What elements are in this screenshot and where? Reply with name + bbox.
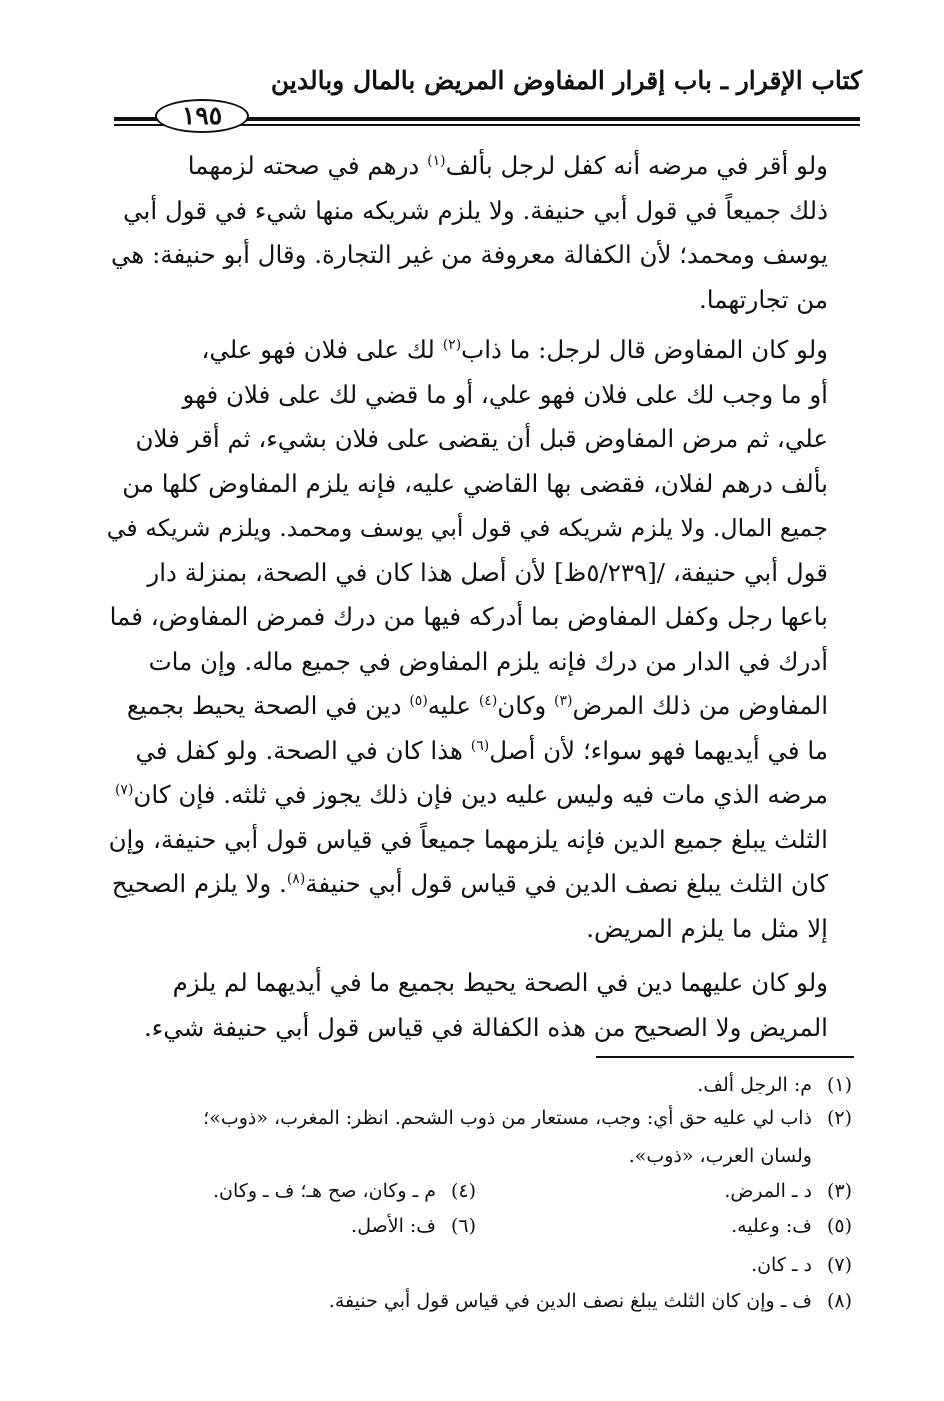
text-line [100,328,862,373]
text-line: أو ما وجب لك على فلان فهو علي، أو ما قضي لك على فلان فهو [182,379,828,409]
text-line: الثلث يبلغ جميع الدين فإنه يلزمهما جميعاً في قياس قول أبي حنيفة، وإن [108,824,828,854]
footnote-number: (٣) [826,1180,852,1202]
footnote-1 [697,1074,852,1096]
text-run: درهم في صحته لزمهما [187,151,428,180]
text-run: وكان [497,691,555,720]
text-run: المفاوض من ذلك المرض [572,691,828,720]
footnote-ref: (٨) [286,870,306,887]
text-line: من تجارتهما. [698,284,828,314]
text-line: باعها رجل وكفل المفاوض بما أدركه فيها من درك فمرض المفاوض، فما [109,602,828,631]
text-line [100,684,862,729]
text-run: ولو أقر في مرضه أنه كفل لرجل بألف [445,151,828,180]
text-run: دين في الصحة يحيط بجميع [126,691,410,720]
footnote-number: (٥) [826,1215,852,1237]
text-run: كان الثلث يبلغ نصف الدين في قياس قول أبي حنيفة [305,869,828,898]
footnote-ref: (٧) [114,781,134,798]
footnote-number: (٦) [450,1215,476,1237]
text-run: لك على فلان فهو علي، [201,335,443,364]
text-line: أدرك في الدار من درك فإنه يلزم المفاوض في جميع ماله. وإن مات [148,646,828,676]
footnote-number: (١) [826,1074,852,1096]
text-run: مرضه الذي مات فيه وليس عليه دين فإن ذلك يجوز في ثلثه. فإن كان [133,780,828,809]
text-line [100,862,862,907]
footnote-text: ذاب لي عليه حق أي: وجب، مستعار من ذوب الشحم. انظر: المغرب، «ذوب»؛ [203,1107,812,1129]
text-line: يوسف ومحمد؛ لأن الكفالة معروفة من غير التجارة. وقال أبو حنيفة: هي [110,240,828,269]
paragraph-2 [100,328,862,951]
text-line: ذلك جميعاً في قول أبي حنيفة. ولا يلزم شريكه منها شيء في قول أبي [123,195,828,225]
footnote-ref: (٥) [409,692,428,709]
text-run: . ولا يلزم الصحيح [111,869,287,898]
text-line: قول أبي حنيفة، /[٥/٢٣٩ظ] لأن أصل هذا كان في الصحة، بمنزلة دار [147,557,828,587]
footnote-8 [329,1290,852,1312]
footnote-text: م ـ وكان، صح هـ؛ ف ـ وكان. [213,1180,436,1202]
text-line [100,144,862,189]
footnote-6 [351,1215,476,1237]
text-run: ما في أيديهما فهو سواء؛ لأن أصل [489,735,828,765]
footnote-separator [596,1056,854,1058]
footnote-text: د ـ المرض. [724,1180,812,1202]
footnote-3 [724,1180,852,1202]
footnote-text: م: الرجل ألف. [697,1074,812,1096]
paragraph-1 [100,144,862,322]
main-text [100,144,862,1050]
footnote-ref: (٦) [470,737,490,754]
footnote-number: (٧) [826,1254,852,1276]
running-header-title: كتاب الإقرار ـ باب إقرار المفاوض المريض بالمال وبالدين [270,66,862,95]
text-line: ولو كان عليهما دين في الصحة يحيط بجميع ما في أيديهما لم يلزم [172,968,828,997]
footnote-ref: (٤) [478,692,498,709]
text-run: ولو كان المفاوض قال لرجل: ما ذاب [461,335,828,364]
footnote-text: ف: الأصل. [351,1215,436,1237]
footnote-text: د ـ كان. [751,1254,812,1276]
page-number: ١٩٥ [155,99,249,133]
text-line [100,773,862,818]
footnote-2 [203,1107,852,1129]
text-run: عليه [427,691,479,720]
footnote-text: ف ـ وإن كان الثلث يبلغ نصف الدين في قياس قول أبي حنيفة. [328,1290,812,1312]
text-line: علي، ثم مرض المفاوض قبل أن يقضى على فلان بشيء، ثم أقر فلان [135,424,828,453]
paragraph-3 [100,961,862,1050]
footnote-ref: (١) [427,152,446,169]
footnote-ref: (٢) [442,336,462,353]
text-line: المريض ولا الصحيح من هذه الكفالة في قياس قول أبي حنيفة شيء. [144,1012,828,1042]
footnote-number: (٤) [450,1180,476,1202]
footnote-text: ف: وعليه. [731,1215,812,1237]
text-run: هذا كان في الصحة. ولو كفل في [135,735,471,765]
text-line: إلا مثل ما يلزم المريض. [586,913,828,943]
footnote-4 [213,1180,476,1202]
footnote-2-continued: ولسان العرب، «ذوب». [628,1145,812,1167]
footnote-7 [751,1254,852,1276]
footnote-number: (٨) [826,1290,852,1312]
text-line [100,729,862,774]
footnote-number: (٢) [826,1107,852,1129]
text-line: بألف درهم لفلان، فقضى بها القاضي عليه، فإنه يلزم المفاوض كلها من [122,468,828,498]
footnote-ref: (٣) [554,692,573,709]
text-line: جميع المال. ولا يلزم شريكه في قول أبي يوسف ومحمد. ويلزم شريكه في [106,514,828,542]
footnote-5 [731,1215,852,1237]
